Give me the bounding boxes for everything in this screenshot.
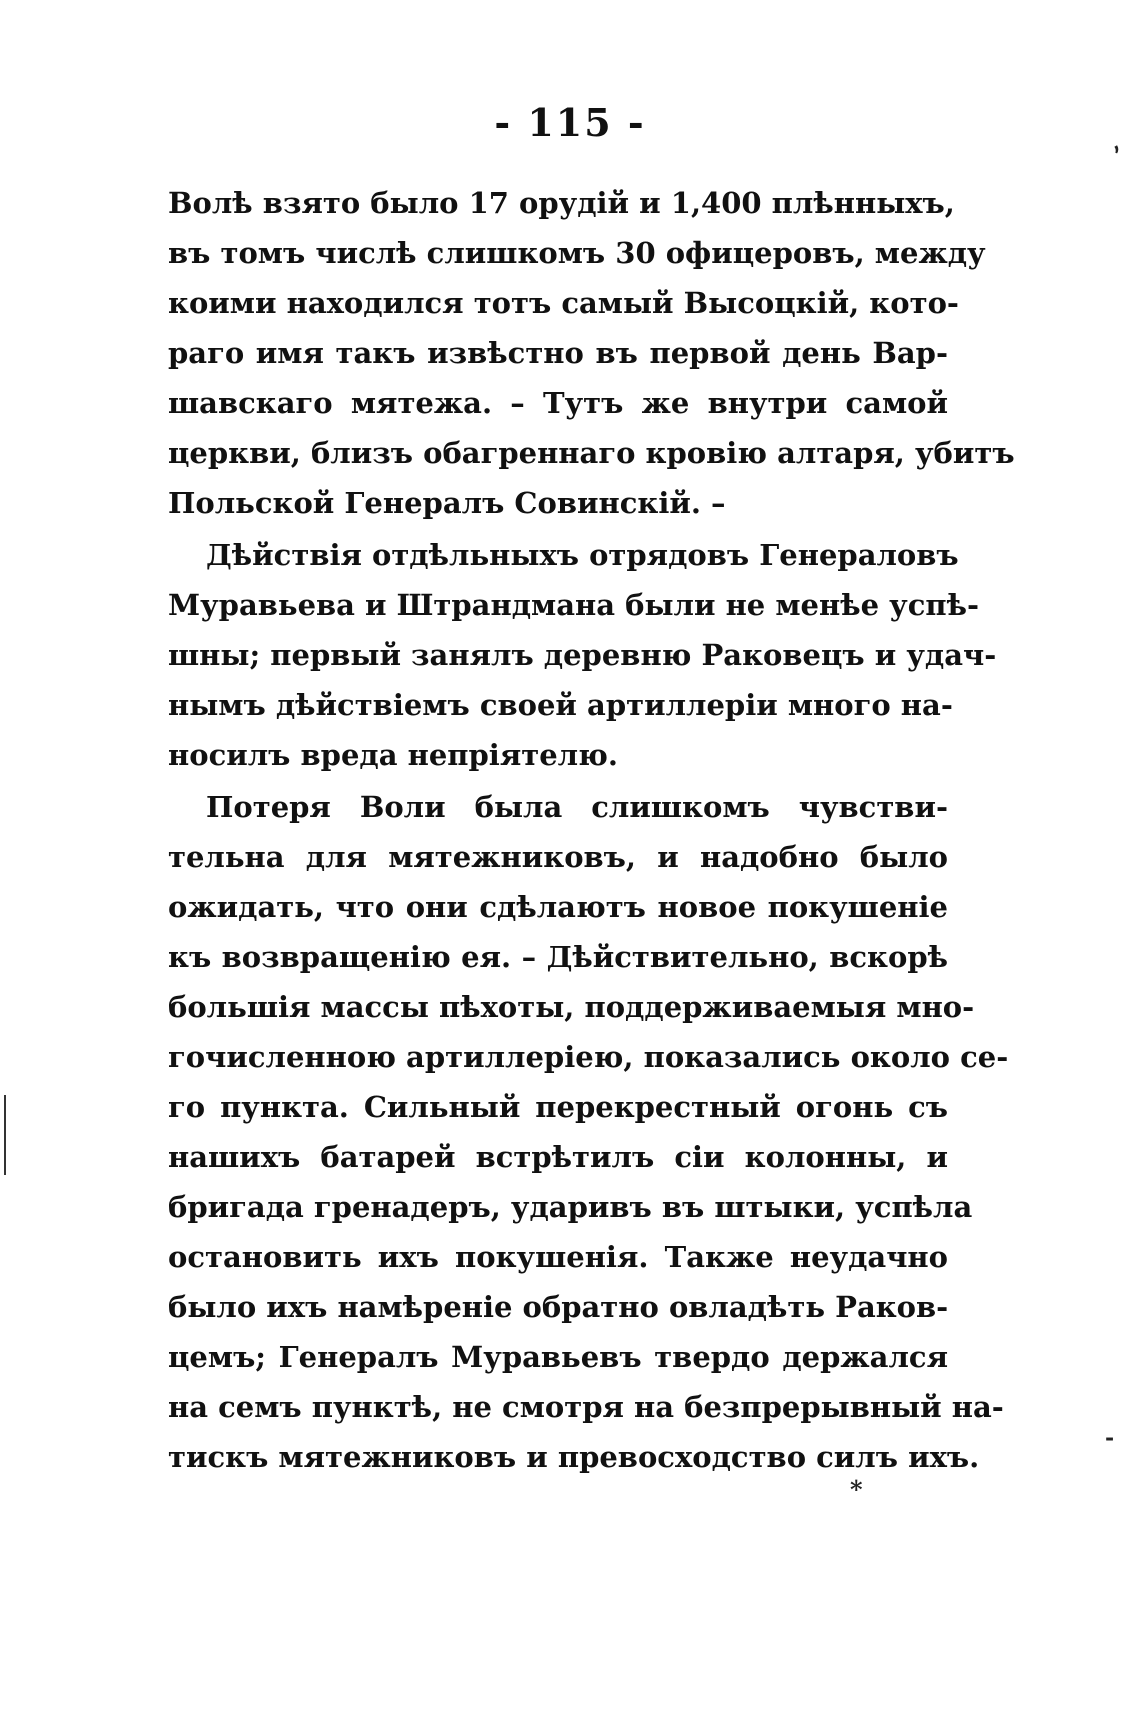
text-line: Муравьева и Штрандмана были не менѣе успѣ- [168, 588, 980, 622]
page-number: - 115 - [494, 100, 646, 145]
text-line: шавскаго мятежа. – Тутъ же внутри самой [168, 386, 948, 420]
body-text [168, 178, 1015, 1482]
text-line: остановить ихъ покушенія. Также неудачно [168, 1240, 948, 1274]
text-line: тискъ мятежниковъ и превосходство силъ ихъ. [168, 1440, 980, 1474]
text-line: церкви, близъ обагреннаго кровію алтаря, убитъ [168, 436, 1015, 470]
text-line: носилъ вреда непріятелю. [168, 738, 618, 772]
text-line: Польской Генералъ Совинскій. – [168, 486, 726, 520]
text-line: Волѣ взято было 17 орудій и 1,400 плѣнныхъ, [168, 186, 955, 220]
text-line: ожидать, что они сдѣлаютъ новое покушеніе [168, 890, 948, 924]
text-line: го пункта. Сильный перекрестный огонь съ [168, 1090, 948, 1124]
text-line: гочисленною артиллеріею, показались около се- [168, 1040, 1009, 1074]
text-line: тельна для мятежниковъ, и надобно было [168, 840, 948, 874]
text-line: Дѣйствія отдѣльныхъ отрядовъ Генераловъ [206, 538, 959, 572]
text-line: цемъ; Генералъ Муравьевъ твердо держался [168, 1340, 948, 1374]
text-line: было ихъ намѣреніе обратно овладѣть Раков- [168, 1290, 949, 1324]
text-line: въ томъ числѣ слишкомъ 30 офицеровъ, между [168, 236, 986, 270]
text-line: большія массы пѣхоты, поддерживаемыя мно- [168, 990, 975, 1024]
text-line: бригада гренадеръ, ударивъ въ штыки, успѣла [168, 1190, 973, 1224]
footer-mark: * [850, 1475, 863, 1504]
text-line: нымъ дѣйствіемъ своей артиллеріи много на- [168, 688, 953, 722]
scan-edge-line [4, 1095, 6, 1175]
text-line: на семъ пунктѣ, не смотря на безпрерывный на- [168, 1390, 1004, 1424]
stray-mark: - [1105, 1425, 1115, 1451]
text-line: нашихъ батарей встрѣтилъ сіи колонны, и [168, 1140, 948, 1174]
text-line: раго имя такъ извѣстно въ первой день Вар- [168, 336, 948, 370]
text-line: коими находился тотъ самый Высоцкій, кото- [168, 286, 959, 320]
stray-mark: , [1104, 129, 1124, 157]
text-line: шны; первый занялъ деревню Раковецъ и удач- [168, 638, 997, 672]
text-line: Потеря Воли была слишкомъ чувстви- [206, 790, 948, 824]
text-line: къ возвращенію ея. – Дѣйствительно, вскорѣ [168, 940, 948, 974]
